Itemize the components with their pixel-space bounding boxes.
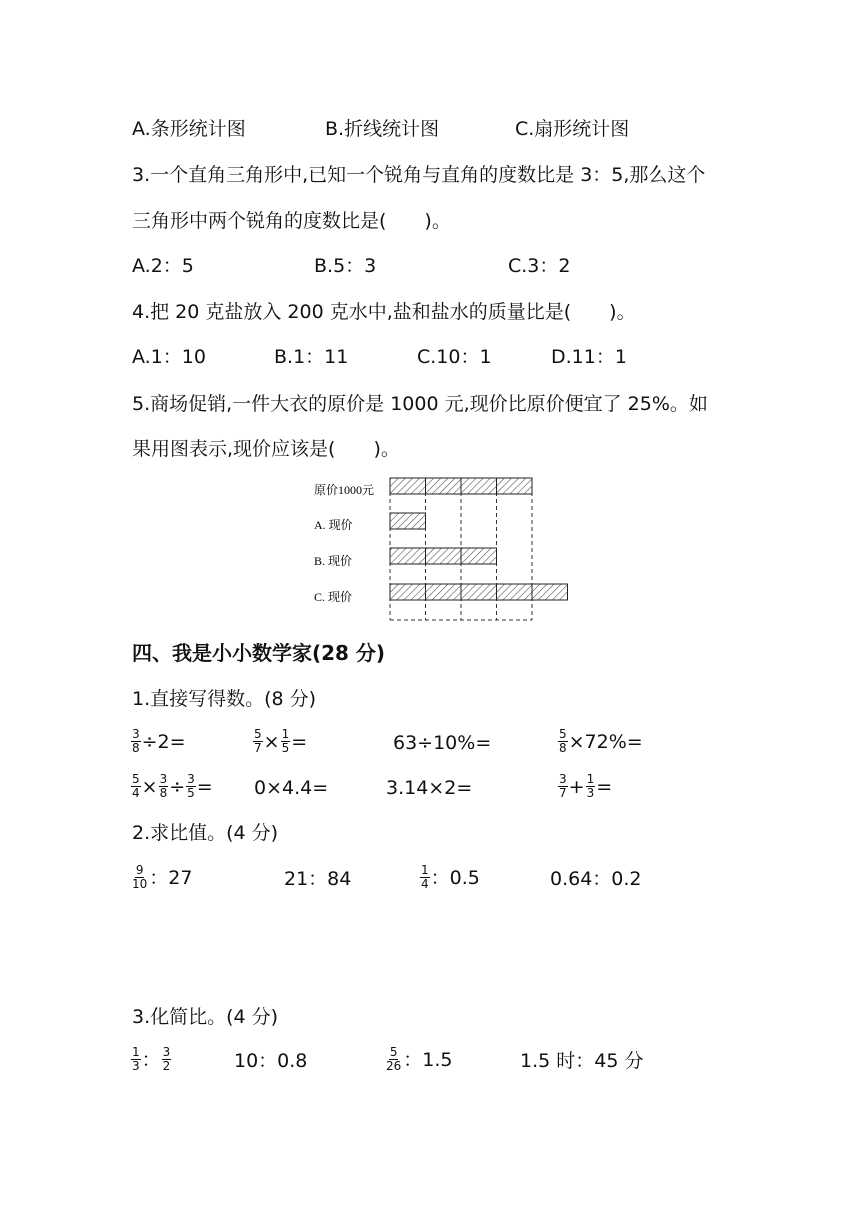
fraction: $\frac{3}{7}$ xyxy=(559,772,567,800)
price-bar xyxy=(390,548,497,564)
fraction: $\frac{5}{4}$ xyxy=(132,772,140,800)
fraction: $\frac{3}{5}$ xyxy=(187,772,195,800)
p2-expr4: 0.64：0.2 xyxy=(550,868,642,890)
p1-row1-expr3: 63÷10%= xyxy=(393,732,492,754)
label-option-b: B. 现价 xyxy=(314,554,353,568)
p3-expr4: 1.5 时：45 分 xyxy=(520,1050,644,1072)
fraction: $\frac{1}{3}$ xyxy=(586,772,595,800)
fraction: $\frac{5}{8}$ xyxy=(559,727,567,755)
q2-option-b: B.折线统计图 xyxy=(325,118,440,140)
section4-title: 四、我是小小数学家(28 分) xyxy=(132,641,386,665)
q4-text: 4.把 20 克盐放入 200 克水中,盐和盐水的质量比是( )。 xyxy=(132,301,636,323)
label-original-price: 原价1000元 xyxy=(314,483,375,497)
q5-text-line1: 5.商场促销,一件大衣的原价是 1000 元,现价比原价便宜了 25%。如 xyxy=(132,393,708,415)
fraction: $\frac{1}{4}$ xyxy=(421,863,429,891)
p1-row1-expr4: $\frac{5}{8}$ ×72%= xyxy=(559,727,643,755)
q4-option-b: B.1：11 xyxy=(274,346,349,368)
q4-option-d: D.11：1 xyxy=(551,346,627,368)
fraction: $\frac{3}{2}$ xyxy=(162,1045,171,1073)
p1-row1-expr2: $\frac{5}{7}$ × $\frac{1}{5}$ = xyxy=(254,727,308,755)
label-option-a: A. 现价 xyxy=(314,518,353,532)
label-option-c: C. 现价 xyxy=(314,590,353,604)
q2-option-c: C.扇形统计图 xyxy=(515,118,630,140)
fraction: $\frac{1}{5}$ xyxy=(281,727,290,755)
p1-row1-expr1: $\frac{3}{8}$ ÷2= xyxy=(132,727,186,755)
q3-text-line2: 三角形中两个锐角的度数比是( )。 xyxy=(132,210,451,232)
p3-title: 3.化简比。(4 分) xyxy=(132,1006,279,1028)
q3-text-line1: 3.一个直角三角形中,已知一个锐角与直角的度数比是 3：5,那么这个 xyxy=(132,164,706,186)
p2-expr3: $\frac{1}{4}$ ：0.5 xyxy=(421,863,480,891)
q3-option-c: C.3：2 xyxy=(508,255,571,277)
q4-option-a: A.1：10 xyxy=(132,346,206,368)
fraction: $\frac{5}{26}$ xyxy=(386,1045,402,1073)
q3-option-b: B.5：3 xyxy=(314,255,377,277)
p2-title: 2.求比值。(4 分) xyxy=(132,822,279,844)
p1-row2-expr4: $\frac{3}{7}$ + $\frac{1}{3}$ = xyxy=(559,772,613,800)
q5-price-bar-figure xyxy=(300,470,600,630)
fraction: $\frac{3}{8}$ xyxy=(132,727,140,755)
fraction: $\frac{1}{3}$ xyxy=(132,1045,140,1073)
p1-row2-expr1: $\frac{5}{4}$ × $\frac{3}{8}$ ÷ $\frac{3}{5}$ = xyxy=(132,772,213,800)
p3-expr2: 10：0.8 xyxy=(234,1050,308,1072)
p1-row2-expr3: 3.14×2= xyxy=(386,777,473,799)
q4-option-c: C.10：1 xyxy=(417,346,492,368)
p1-title: 1.直接写得数。(8 分) xyxy=(132,688,317,710)
q2-option-a: A.条形统计图 xyxy=(132,118,246,140)
price-bars xyxy=(390,478,568,600)
price-bar xyxy=(390,584,568,600)
p1-row2-expr2: 0×4.4= xyxy=(254,777,329,799)
p3-expr3: $\frac{5}{26}$ ：1.5 xyxy=(386,1045,453,1073)
p2-expr1: $\frac{9}{10}$ ：27 xyxy=(132,863,193,891)
p3-expr1: $\frac{1}{3}$ ： $\frac{3}{2}$ xyxy=(132,1045,171,1073)
price-bar xyxy=(390,513,426,529)
q5-text-line2: 果用图表示,现价应该是( )。 xyxy=(132,438,400,460)
fraction: $\frac{3}{8}$ xyxy=(159,772,168,800)
fraction: $\frac{9}{10}$ xyxy=(132,863,148,891)
q3-option-a: A.2：5 xyxy=(132,255,194,277)
p2-expr2: 21：84 xyxy=(284,868,352,890)
fraction: $\frac{5}{7}$ xyxy=(254,727,262,755)
